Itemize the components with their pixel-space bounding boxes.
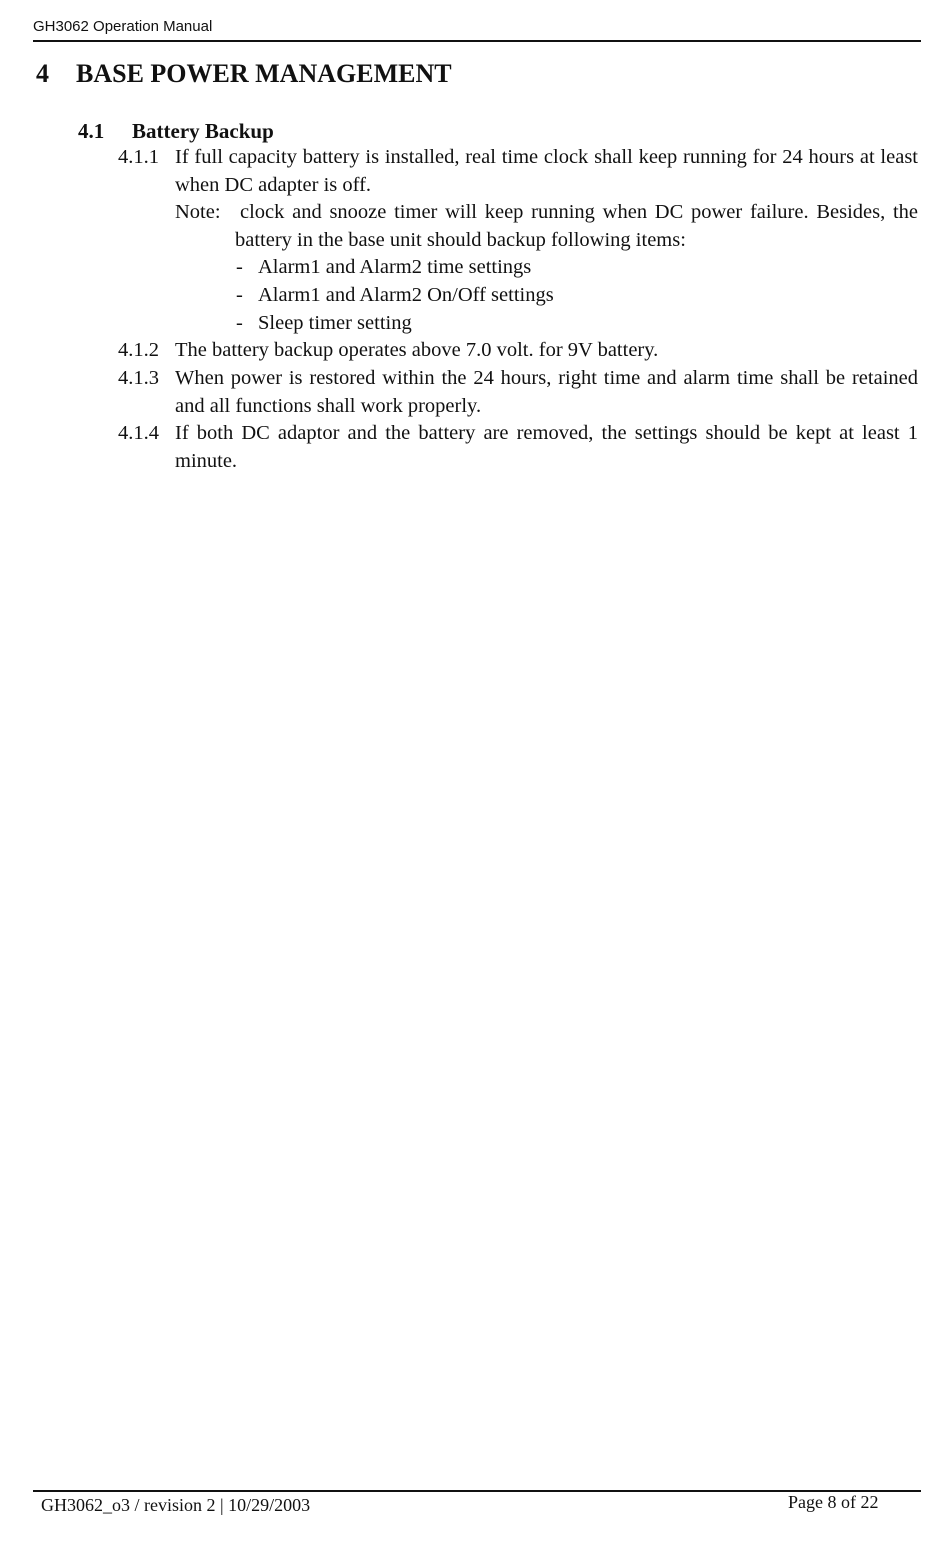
list-item [118, 144, 918, 199]
item-text: When power is restored within the 24 hours, right time and alarm time shall be retained and all functions shall work properly. [175, 367, 918, 417]
section-title: BASE POWER MANAGEMENT [76, 59, 452, 88]
footer-page-number: Page 8 of 22 [788, 1492, 879, 1512]
subsection-heading [78, 119, 274, 144]
item-text: If both DC adaptor and the battery are removed, the settings should be kept at least 1 minute. [175, 422, 918, 472]
section-heading [36, 59, 452, 89]
note-text: clock and snooze timer will keep running when DC power failure. Besides, the battery in the base unit should backup following items: [235, 201, 918, 251]
note-bullet: - Alarm1 and Alarm2 time settings [236, 256, 532, 278]
section-number: 4 [36, 59, 49, 88]
item-text: The battery backup operates above 7.0 volt. for 9V battery. [175, 339, 659, 361]
note-bullet: - Alarm1 and Alarm2 On/Off settings [236, 284, 554, 306]
bullet-text: Alarm1 and Alarm2 time settings [258, 256, 532, 278]
bullet-text: Alarm1 and Alarm2 On/Off settings [258, 284, 554, 306]
list-item [118, 337, 918, 365]
item-number: 4.1.1 [118, 146, 159, 168]
list-item [118, 420, 918, 475]
bullet-text: Sleep timer setting [258, 312, 412, 334]
note-label: Note: [175, 201, 221, 223]
header-rule [33, 40, 921, 42]
page-header-title: GH3062 Operation Manual [33, 18, 213, 35]
list-item [118, 365, 918, 420]
subsection-number: 4.1 [78, 119, 105, 143]
note-block [175, 199, 918, 254]
item-number: 4.1.4 [118, 422, 159, 444]
subsection-title: Battery Backup [132, 119, 274, 143]
note-bullet: - Sleep timer setting [236, 312, 412, 334]
item-number: 4.1.3 [118, 367, 159, 389]
footer-doc-ref: GH3062_o3 / revision 2 | 10/29/2003 [41, 1495, 311, 1515]
item-text: If full capacity battery is installed, real time clock shall keep running for 24 hours at least when DC adapter is off. [175, 146, 918, 196]
item-number: 4.1.2 [118, 339, 159, 361]
